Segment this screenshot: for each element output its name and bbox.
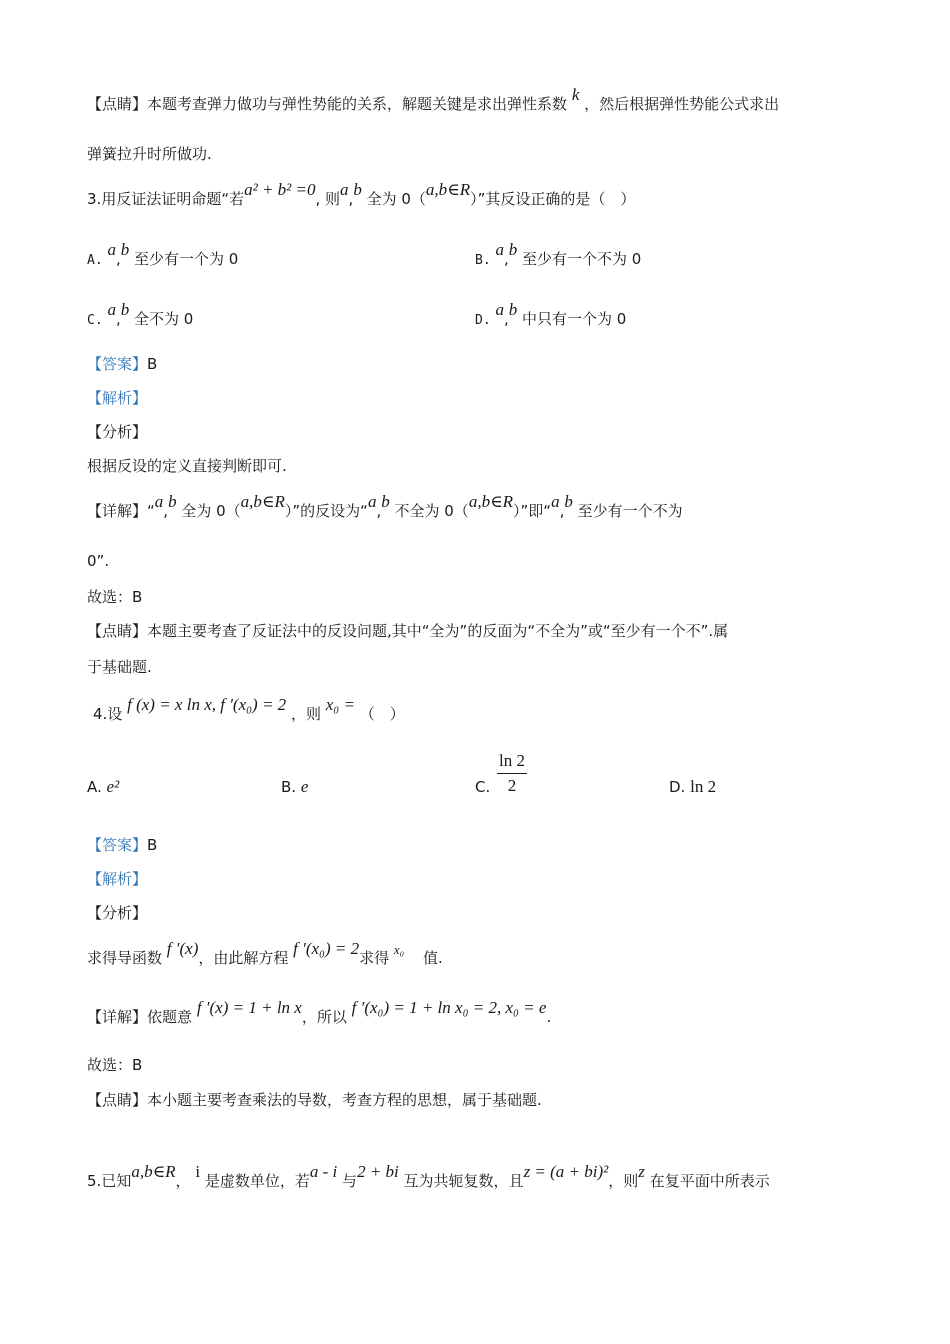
- q3-option-b: [475, 240, 642, 272]
- comment-text: 本题考查弹力做功与弹性势能的关系，解题关键是求出弹性系数: [147, 95, 568, 113]
- answer-label: 【答案】: [87, 355, 148, 373]
- option-letter: C.: [475, 778, 491, 796]
- detail-text: 不全为 0（: [394, 502, 469, 520]
- detail-text: .: [546, 1008, 552, 1026]
- comma: ,: [163, 502, 169, 520]
- math-condition: a² + b² =0: [244, 180, 316, 199]
- quote: “: [147, 502, 155, 520]
- math-a: a: [154, 492, 164, 511]
- stem-text: 已知: [101, 1172, 132, 1190]
- stem-text: （ ）: [359, 705, 405, 723]
- math-solution: f ′(x₀) = 1 + ln x₀ = 2, x₀ = e: [351, 998, 547, 1017]
- stem-text: 互为共轭复数，且: [403, 1172, 524, 1190]
- fraction-numerator: ln 2: [497, 751, 527, 774]
- q4-stem: [93, 695, 405, 725]
- q4-choose: 故选：B: [87, 1056, 143, 1074]
- detail-label: 【详解】: [87, 1008, 148, 1026]
- math-domain: a,b∈R: [425, 180, 471, 199]
- math-z-definition: z = (a + bi)²: [523, 1162, 609, 1181]
- math-b: b: [353, 180, 362, 199]
- stem-text: 设: [107, 705, 123, 723]
- q3-stem: [87, 180, 636, 210]
- detail-text: 至少有一个不为: [577, 502, 683, 520]
- q4-option-d: [669, 776, 716, 798]
- fenxi-text: 求得: [359, 949, 390, 967]
- q4-detail: [87, 998, 552, 1028]
- fraction-denominator: 2: [507, 776, 517, 795]
- detail-text: ）”即“: [513, 502, 552, 520]
- detail-text: ）”的反设为“: [284, 502, 368, 520]
- q4-option-c-fraction: [497, 751, 527, 796]
- stem-text: 用反证法证明命题“若: [101, 190, 245, 208]
- option-math: e²: [106, 777, 120, 796]
- math-a: a: [340, 180, 349, 199]
- q3-choose: 故选：B: [87, 588, 143, 606]
- q4-comment: [87, 1089, 542, 1111]
- math-a: a: [367, 492, 377, 511]
- q3-option-a: [87, 240, 239, 272]
- answer-value: B: [147, 355, 158, 373]
- q4-analysis-label: 【解析】: [87, 870, 148, 888]
- q3-comment-line1: [87, 620, 728, 642]
- comma: ,: [559, 502, 565, 520]
- q4-fenxi-text: [87, 939, 443, 970]
- comment-text: 弹簧拉升时所做功.: [87, 145, 212, 163]
- math-b: b: [381, 492, 390, 511]
- option-text: 全不为 0: [134, 310, 194, 328]
- stem-comma: ,: [348, 190, 354, 208]
- option-letter: A.: [87, 253, 103, 268]
- math-b: b: [564, 492, 573, 511]
- question-number: 5.: [87, 1172, 102, 1190]
- comment-label: 【点睛】: [87, 95, 148, 113]
- q3-fenxi-label: 【分析】: [87, 423, 148, 441]
- q3-option-d: [475, 300, 627, 332]
- stem-text: ，则: [608, 1172, 639, 1190]
- math-a-minus-i: a - i: [309, 1162, 338, 1181]
- option-text: 至少有一个不为 0: [522, 250, 642, 268]
- question-number: 3.: [87, 190, 102, 208]
- option-letter: B.: [281, 778, 297, 796]
- q3-answer: [87, 353, 157, 375]
- math-b: b: [120, 300, 130, 319]
- stem-text: 在复平面中所表示: [649, 1172, 770, 1190]
- q4-option-b: [281, 776, 308, 798]
- math-derivative: f ′(x) = 1 + ln x: [196, 998, 302, 1017]
- math-domain: a,b∈R: [240, 492, 285, 511]
- q3-option-c: [87, 300, 194, 332]
- math-z: z: [638, 1162, 645, 1181]
- math-domain: a,b∈R: [468, 492, 514, 511]
- comma: ,: [503, 250, 509, 268]
- math-b: b: [508, 240, 518, 259]
- option-math: ln 2: [690, 777, 717, 796]
- math-k: k: [571, 85, 580, 104]
- q4-fenxi-label: 【分析】: [87, 904, 148, 922]
- answer-label: 【答案】: [87, 836, 148, 854]
- comment-text: 本小题主要考查乘法的导数，考查方程的思想，属于基础题.: [147, 1091, 542, 1109]
- detail-text: ，所以: [301, 1008, 347, 1026]
- q3-detail-line2: 0”.: [87, 552, 110, 570]
- math-a: a: [107, 300, 116, 319]
- fenxi-text: 求得导函数: [87, 949, 163, 967]
- q4-answer: [87, 834, 157, 856]
- answer-value: B: [147, 836, 158, 854]
- comma: ,: [376, 502, 382, 520]
- math-derivative: f ′(x): [166, 939, 199, 958]
- stem-text: 全为 0（: [366, 190, 426, 208]
- math-x0: x₀ =: [325, 695, 355, 714]
- math-2-plus-bi: 2 + bi: [357, 1162, 399, 1181]
- stem-text: 是虚数单位，若: [204, 1172, 310, 1190]
- option-text: 中只有一个为 0: [522, 310, 627, 328]
- math-a: a: [495, 300, 504, 319]
- math-b: b: [168, 492, 177, 511]
- comment-label: 【点睛】: [87, 1091, 148, 1109]
- math-b: b: [120, 240, 130, 259]
- math-x0: x₀: [393, 942, 405, 957]
- math-a: a: [495, 240, 504, 259]
- math-equation: f ′(x₀) = 2: [293, 939, 360, 958]
- fenxi-text: ，由此解方程: [198, 949, 289, 967]
- q3-fenxi-text: 根据反设的定义直接判断即可.: [87, 457, 287, 475]
- option-letter: D.: [669, 778, 686, 796]
- option-letter: A.: [87, 778, 102, 796]
- detail-text: 依题意: [147, 1008, 193, 1026]
- detail-label: 【详解】: [87, 502, 148, 520]
- fenxi-text: 值.: [422, 949, 443, 967]
- math-a: a: [107, 240, 116, 259]
- comma: ,: [503, 310, 509, 328]
- question-number: 4.: [93, 705, 108, 723]
- comma: ,: [115, 310, 121, 328]
- q3-analysis-label: 【解析】: [87, 389, 148, 407]
- q4-option-c: [475, 776, 490, 798]
- math-a: a: [551, 492, 560, 511]
- comment-text: 本题主要考查了反证法中的反设问题,其中“全为”的反面为“不全为”或“至少有一个不”.属: [147, 622, 729, 640]
- option-letter: D.: [475, 313, 491, 328]
- math-domain: a,b∈R: [131, 1162, 176, 1181]
- stem-text: 与: [342, 1172, 358, 1190]
- stem-text: ，: [175, 1172, 191, 1190]
- math-b: b: [508, 300, 518, 319]
- stem-text: , 则: [315, 190, 341, 208]
- q2-comment-line1: [87, 85, 780, 115]
- comment-label: 【点睛】: [87, 622, 148, 640]
- comma: ,: [115, 250, 121, 268]
- math-function: f (x) = x ln x, f ′(x₀) = 2: [127, 695, 287, 714]
- detail-text: 全为 0（: [181, 502, 241, 520]
- math-i: i: [195, 1162, 201, 1181]
- q3-detail-line1: [87, 492, 683, 522]
- option-letter: C.: [87, 313, 103, 328]
- comment-text: ，然后根据弹性势能公式求出: [584, 95, 780, 113]
- q3-comment-line2: 于基础题.: [87, 658, 152, 676]
- q5-stem: [87, 1162, 770, 1192]
- option-letter: B.: [475, 253, 491, 268]
- stem-text: ）”其反设正确的是（ ）: [470, 190, 636, 208]
- q4-option-a: [87, 776, 119, 798]
- option-text: 至少有一个为 0: [134, 250, 239, 268]
- option-math: e: [300, 777, 309, 796]
- q2-comment-line2: [87, 143, 212, 165]
- stem-text: ，则: [290, 705, 321, 723]
